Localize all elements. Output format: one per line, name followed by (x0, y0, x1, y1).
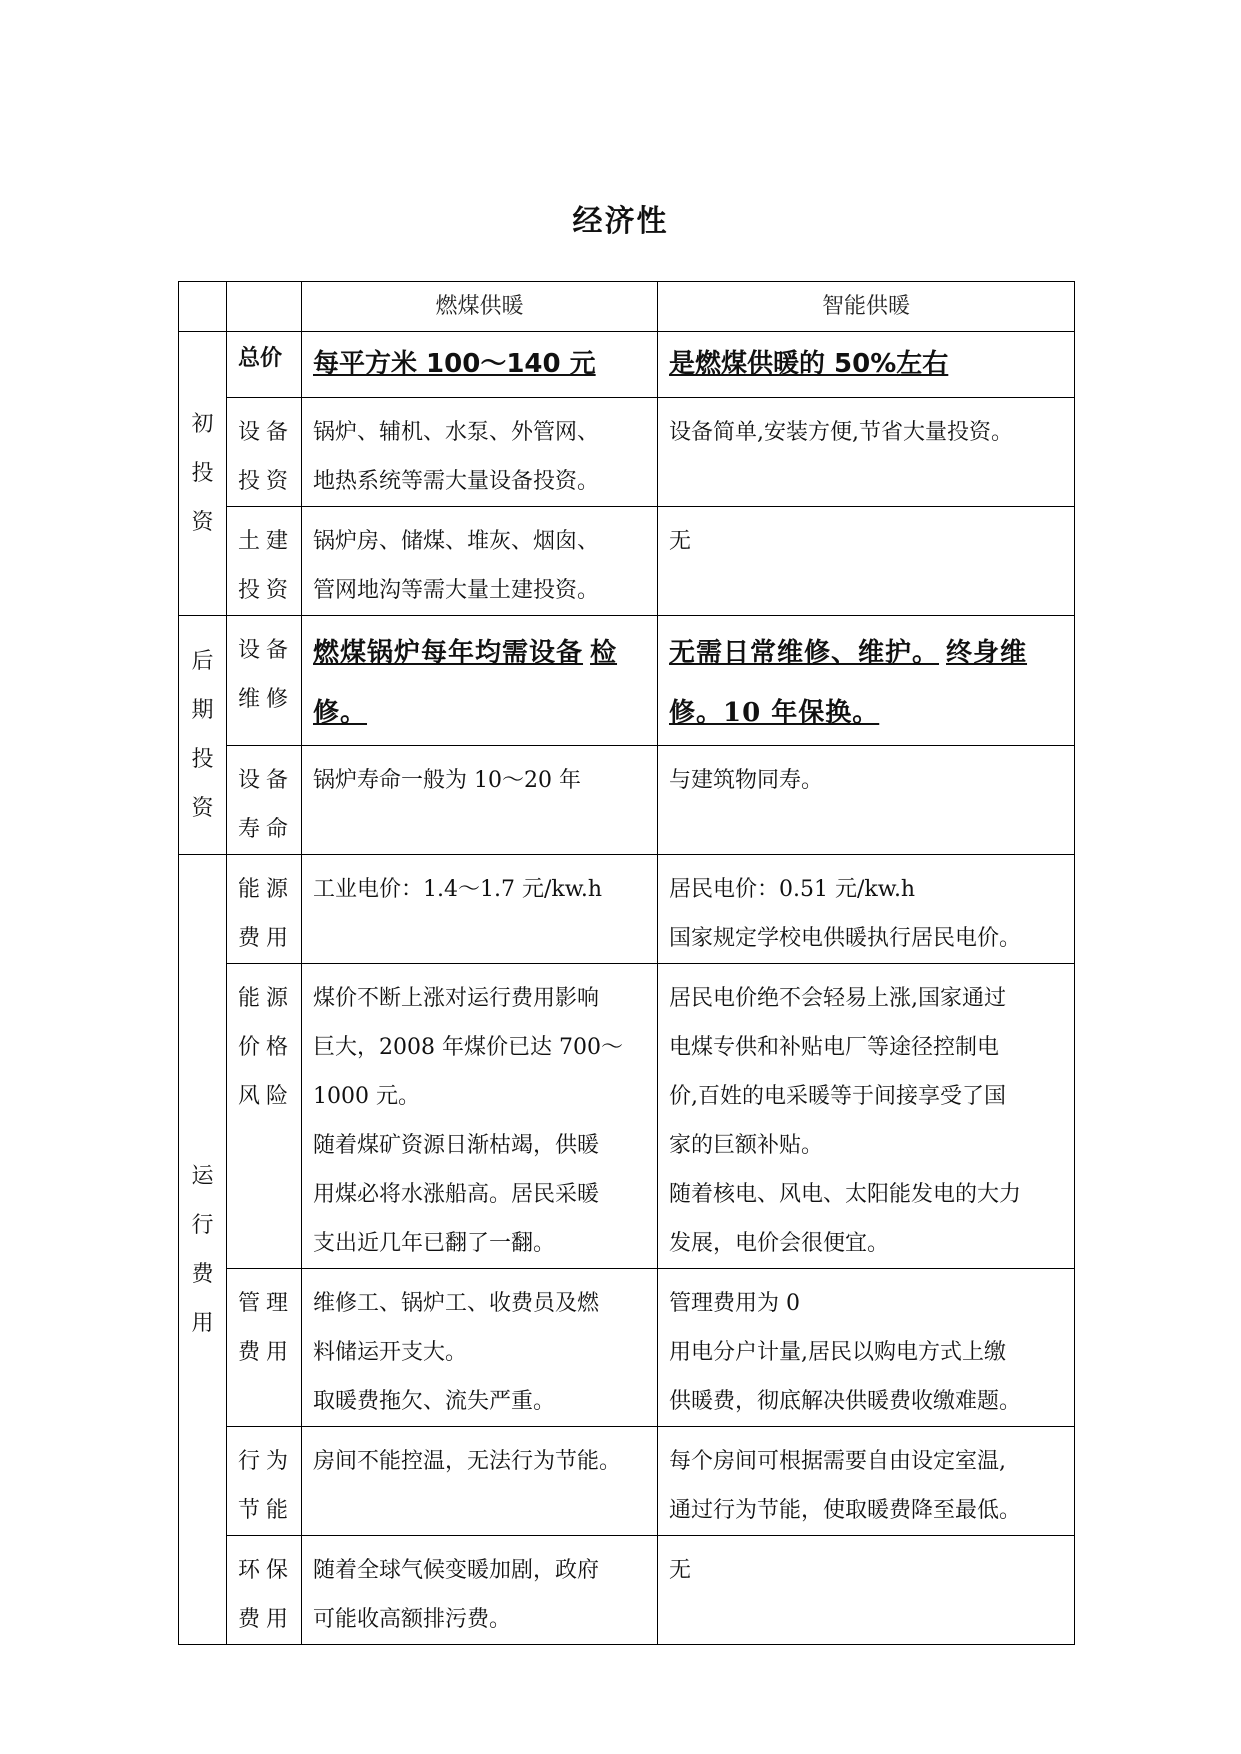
corner-cell (179, 282, 227, 332)
column-header-coal: 燃煤供暖 (302, 282, 658, 332)
row-label: 管理 费用 (227, 1269, 302, 1427)
cell-coal: 工业电价：1.4～1.7 元/kw.h (302, 855, 658, 964)
group-label-operating-cost: 运 行 费 用 (179, 855, 227, 1645)
group-label-later-investment: 后 期 投 资 (179, 616, 227, 855)
cell-coal: 锅炉、辅机、水泵、外管网、 地热系统等需大量设备投资。 (302, 398, 658, 507)
table-row (179, 332, 1075, 398)
row-label: 能源 费用 (227, 855, 302, 964)
cell-smart: 无需日常维修、维护。 终身维修。10 年保换。 (658, 616, 1075, 746)
cell-smart: 居民电价：0.51 元/kw.h 国家规定学校电供暖执行居民电价。 (658, 855, 1075, 964)
cell-smart: 无 (658, 1536, 1075, 1645)
table-row (179, 1269, 1075, 1427)
table-row (179, 398, 1075, 507)
cell-smart: 与建筑物同寿。 (658, 746, 1075, 855)
economics-table (178, 281, 1075, 1645)
cell-coal: 锅炉房、储煤、堆灰、烟囱、 管网地沟等需大量土建投资。 (302, 507, 658, 616)
cell-coal: 燃煤锅炉每年均需设备 检修。 (302, 616, 658, 746)
table-row (179, 1536, 1075, 1645)
row-label: 土建 投资 (227, 507, 302, 616)
table-row (179, 616, 1075, 746)
page-title: 经济性 (572, 204, 669, 239)
table-header-row (179, 282, 1075, 332)
row-label: 环保 费用 (227, 1536, 302, 1645)
cell-coal: 维修工、锅炉工、收费员及燃 料储运开支大。 取暖费拖欠、流失严重。 (302, 1269, 658, 1427)
row-label: 设备 寿命 (227, 746, 302, 855)
table-row (179, 855, 1075, 964)
table-row (179, 507, 1075, 616)
cell-smart: 设备简单,安装方便,节省大量投资。 (658, 398, 1075, 507)
row-label: 能源 价格 风险 (227, 964, 302, 1269)
cell-smart: 是燃煤供暖的 50%左右 (658, 332, 1075, 398)
cell-coal: 房间不能控温，无法行为节能。 (302, 1427, 658, 1536)
table-row (179, 964, 1075, 1269)
column-header-smart: 智能供暖 (658, 282, 1075, 332)
corner-cell (227, 282, 302, 332)
row-label: 设备 投资 (227, 398, 302, 507)
cell-coal: 随着全球气候变暖加剧，政府 可能收高额排污费。 (302, 1536, 658, 1645)
group-label-initial-investment: 初 投 资 (179, 332, 227, 616)
row-label: 设备 维修 (227, 616, 302, 746)
cell-smart: 每个房间可根据需要自由设定室温, 通过行为节能，使取暖费降至最低。 (658, 1427, 1075, 1536)
cell-coal: 锅炉寿命一般为 10～20 年 (302, 746, 658, 855)
cell-smart: 居民电价绝不会轻易上涨,国家通过 电煤专供和补贴电厂等途径控制电 价,百姓的电采暖等于间接享受了国 家的巨额补贴。 随着核电、风电、太阳能发电的大力 发展，电价会很便宜。 (658, 964, 1075, 1269)
row-label: 总价 (227, 332, 302, 398)
row-label: 行为 节能 (227, 1427, 302, 1536)
cell-smart: 无 (658, 507, 1075, 616)
table-row (179, 1427, 1075, 1536)
cell-coal: 煤价不断上涨对运行费用影响 巨大，2008 年煤价已达 700～ 1000 元。 随着煤矿资源日渐枯竭，供暖 用煤必将水涨船高。居民采暖 支出近几年已翻了一翻。 (302, 964, 658, 1269)
table-row (179, 746, 1075, 855)
cell-smart: 管理费用为 0 用电分户计量,居民以购电方式上缴 供暖费，彻底解决供暖费收缴难题。 (658, 1269, 1075, 1427)
cell-coal: 每平方米 100～140 元 (302, 332, 658, 398)
